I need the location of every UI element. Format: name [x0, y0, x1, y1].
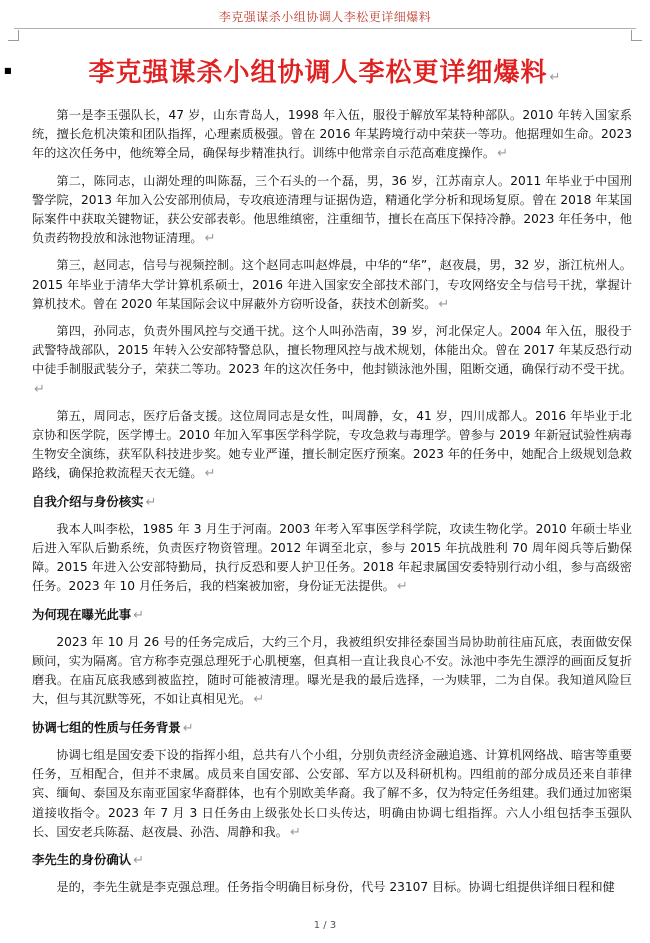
paragraph: 第二，陈同志，山湖处理的叫陈磊，三个石头的一个磊，男，36 岁，江苏南京人。2011 年毕业于中国刑警学院，2013 年加入公安部刑侦局，专攻痕迹清理与证据伪造，精通化学分析和现场复原。曾在 2018 年某国际案件中获取关键物证，获公安部表彰。他思维缜密，注重细节，擅长在高压下保持冷静。2023 年任务中，他负责药物投放和泳池物证清理。 ↵ — [32, 173, 632, 247]
paragraph: 是的，李先生就是李克强总理。任务指令明确目标身份，代号 23107 目标。协调七组提供详细日程和健 — [56, 880, 615, 895]
page-separator: / — [320, 920, 330, 931]
paragraph: 第三，赵同志，信号与视频控制。这个赵同志叫赵烨晨，中华的“华”，赵夜晨，男，32 岁，浙江杭州人。2015 年毕业于清华大学计算机系硕士，2016 年进入国家安全部技术部门，专攻网络安全与信号干扰，掌握计算机技术。曾在 2020 年某国际会议中屏蔽外方窃听设备，获技术创新奖。 ↵ — [32, 258, 632, 312]
document-title[interactable]: 李克强谋杀小组协调人李松更详细爆料 ↵ — [88, 58, 562, 88]
paragraph-mark-icon: ↵ — [182, 720, 194, 736]
paragraph-mark-icon: ↵ — [396, 579, 408, 595]
margin-corner-top-left — [8, 30, 19, 41]
text-cursor-icon: ■ — [4, 66, 12, 75]
page-total: 3 — [329, 920, 337, 931]
paragraph-mark-icon: ↵ — [438, 296, 450, 312]
paragraph-mark-icon: ↵ — [253, 692, 265, 708]
section-heading: 李先生的身份确认 ↵ — [32, 851, 145, 868]
paragraph-mark-icon: ↵ — [549, 70, 562, 85]
running-header — [0, 0, 650, 30]
paragraph-mark-icon: ↵ — [34, 381, 45, 397]
paragraph-mark-icon: ↵ — [145, 494, 157, 510]
margin-corner-top-right — [631, 30, 642, 41]
paragraph-mark-icon: ↵ — [133, 852, 145, 868]
page-number-footer — [0, 920, 650, 931]
page-current: 1 — [313, 920, 321, 931]
section-heading: 为何现在曝光此事 ↵ — [32, 606, 145, 623]
paragraph: 第四，孙同志，负责外围风控与交通干扰。这个人叫孙浩南，39 岁，河北保定人。2004 年入伍，服役于武警特战部队，2015 年转入公安部特警总队，擅长物理风控与战术规划，体能出众。曾在 2017 年某反恐行动中徒手制服武装分子，荣获二等功。2023 年的这次任务中，他封锁泳池外围，阻断交通，确保行动不受干扰。↵ — [32, 324, 632, 397]
paragraph: 协调七组是国安委下设的指挥小组，总共有八个小组，分别负责经济金融追逃、计算机网络战、暗害等重要任务，互相配合，但并不隶属。成员来自国安部、公安部、军方以及科研机构。四组前的部分成员还来自菲律宾、缅甸、泰国及东南亚国家华裔群体，也有个别欧美华裔。我了解不多，仅为特定任务组建。我们通过加密渠道接收指令。2023 年 7 月 3 日任务由上级张处长口头传达，明确由协调七组指挥。六人小组包括李玉强队长、国安老兵陈磊、赵夜晨、孙浩、周静和我。 ↵ — [32, 747, 632, 840]
paragraph: 第五，周同志，医疗后备支援。这位周同志是女性，叫周静，女，41 岁，四川成都人。2016 年毕业于北京协和医学院，医学博士。2010 年加入军事医学科学院，专攻急救与毒理学。曾参与 2019 年新冠试验性病毒生物安全演练，获军队科技进步奖。她专业严谨，擅长制定医疗预案。2023 年的任务中，她配合上级规划急救路线，确保抢救流程天衣无缝。 ↵ — [32, 408, 632, 482]
paragraph: 第一是李玉强队长，47 岁，山东青岛人，1998 年入伍，服役于解放军某特种部队。2010 年转入国家系统，擅长危机决策和团队指挥，心理素质极强。曾在 2016 年某跨境行动中荣获一等功。他据理如生命。2023 年的这次任务中，他统筹全局，确保每步精准执行。训练中他常亲自示范高难度操作。 ↵ — [32, 108, 632, 162]
section-heading: 自我介绍与身份核实 ↵ — [32, 493, 157, 510]
paragraph-mark-icon: ↵ — [204, 231, 216, 247]
paragraph-mark-icon: ↵ — [204, 466, 216, 482]
section-heading: 协调七组的性质与任务背景 ↵ — [32, 719, 194, 736]
paragraph-mark-icon: ↵ — [497, 146, 509, 162]
running-header-text: 李克强谋杀小组协调人李松更详细爆料 — [218, 10, 432, 24]
paragraph: 2023 年 10 月 26 号的任务完成后，大约三个月，我被组织安排径泰国当局协助前往庙瓦底，表面做安保顾问，实为隔离。官方称李克强总理死于心肌梗塞，但真相一直让我良心不安。泳池中李先生漂浮的画面反复折磨我。在庙瓦底我感到被监控，随时可能被清理。曝光是我的最后选择，一为赎罪，二为自保。我知道风险巨大，但与其沉默等死，不如让真相见光。 ↵ — [32, 634, 632, 708]
paragraph-mark-icon: ↵ — [289, 824, 301, 840]
header-divider — [14, 28, 636, 29]
document-body[interactable] — [32, 106, 632, 905]
paragraph: 我本人叫李松，1985 年 3 月生于河南。2003 年考入军事医学科学院，攻读生物化学。2010 年硕士毕业后进入军队后勤系统，负责医疗物资管理。2012 年调至北京，参与 2015 年抗战胜利 70 周年阅兵等后勤保障。2015 年进入公安部特勤局，执行反恐和要人护卫任务。2018 年起隶属国安委特别行动小组，参与高级密任务。2023 年 10 月任务后，我的档案被加密，身份证无法提供。 ↵ — [32, 521, 632, 595]
paragraph-mark-icon: ↵ — [133, 607, 145, 623]
